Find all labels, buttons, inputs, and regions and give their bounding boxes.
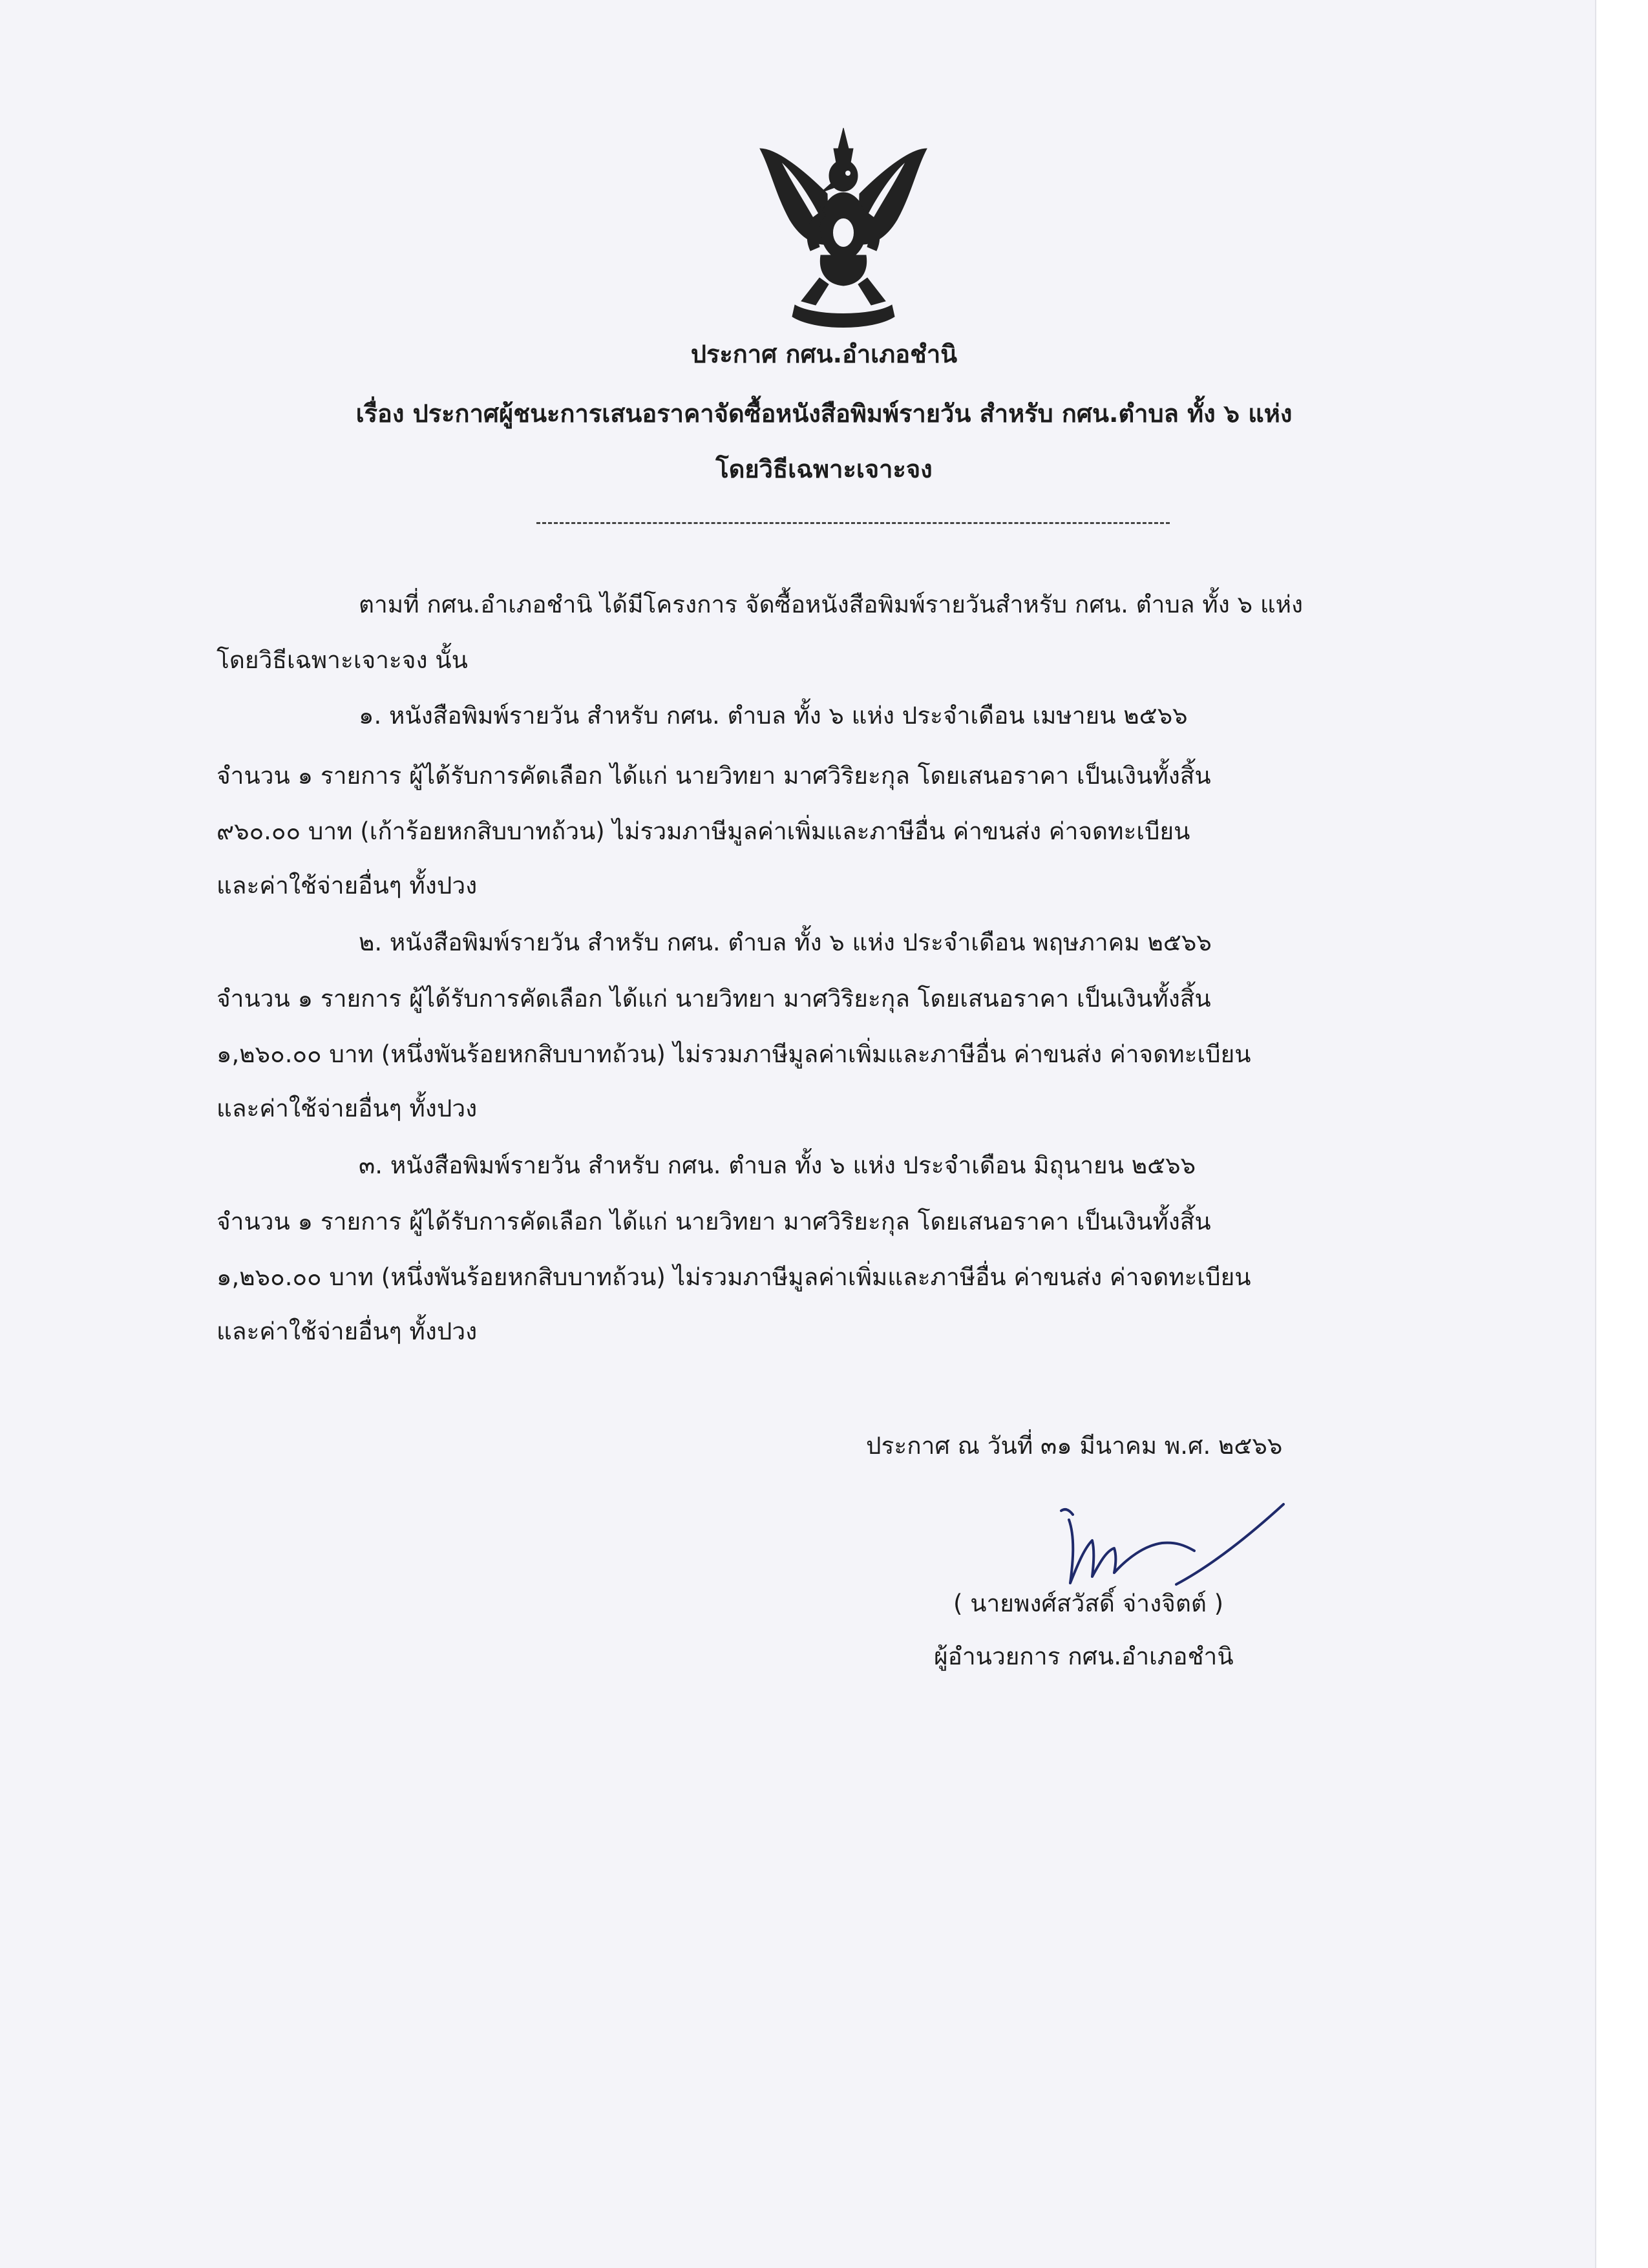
item-2-line: ๑,๒๖๐.๐๐ บาท (หนึ่งพันร้อยหกสิบบาทถ้วน) ไม่รวมภาษีมูลค่าเพิ่มและภาษีอื่น ค่าขนส่ง ค่าจดทะเบียน [217, 1040, 1251, 1068]
item-3-line: ๑,๒๖๐.๐๐ บาท (หนึ่งพันร้อยหกสิบบาทถ้วน) ไม่รวมภาษีมูลค่าเพิ่มและภาษีอื่น ค่าขนส่ง ค่าจดทะเบียน [217, 1263, 1251, 1291]
item-2-line: จำนวน ๑ รายการ ผู้ได้รับการคัดเลือก ได้แก่ นายวิทยา มาศวิริยะกุล โดยเสนอราคา เป็นเงินทั้งสิ้น [217, 985, 1211, 1013]
item-3-line: จำนวน ๑ รายการ ผู้ได้รับการคัดเลือก ได้แก่ นายวิทยา มาศวิริยะกุล โดยเสนอราคา เป็นเงินทั้งสิ้น [217, 1208, 1211, 1235]
announcement-date: ประกาศ ณ วันที่ ๓๑ มีนาคม พ.ศ. ๒๕๖๖ [866, 1432, 1283, 1460]
intro-line: โดยวิธีเฉพาะเจาะจง นั้น [217, 646, 468, 674]
item-2-line: ๒. หนังสือพิมพ์รายวัน สำหรับ กศน. ตำบล ทั้ง ๖ แห่ง ประจำเดือน พฤษภาคม ๒๕๖๖ [359, 929, 1212, 956]
scan-margin [1595, 0, 1648, 2268]
garuda-emblem-icon [756, 123, 931, 336]
item-3-line: ๓. หนังสือพิมพ์รายวัน สำหรับ กศน. ตำบล ทั้ง ๖ แห่ง ประจำเดือน มิถุนายน ๒๕๖๖ [359, 1151, 1196, 1179]
announcement-method: โดยวิธีเฉพาะเจาะจง [715, 455, 933, 483]
divider-line [536, 522, 1170, 524]
item-1-line: จำนวน ๑ รายการ ผู้ได้รับการคัดเลือก ได้แก่ นายวิทยา มาศวิริยะกุล โดยเสนอราคา เป็นเงินทั้งสิ้น [217, 762, 1211, 790]
item-1-line: และค่าใช้จ่ายอื่นๆ ทั้งปวง [217, 872, 478, 899]
announcement-subject: เรื่อง ประกาศผู้ชนะการเสนอราคาจัดซื้อหนังสือพิมพ์รายวัน สำหรับ กศน.ตำบล ทั้ง ๖ แห่ง [355, 399, 1293, 428]
signer-name: ( นายพงศ์สวัสดิ์ จ่างจิตต์ ) [953, 1590, 1224, 1617]
signer-title: ผู้อำนวยการ กศน.อำเภอชำนิ [934, 1643, 1234, 1670]
item-1-line: ๙๖๐.๐๐ บาท (เก้าร้อยหกสิบบาทถ้วน) ไม่รวมภาษีมูลค่าเพิ่มและภาษีอื่น ค่าขนส่ง ค่าจดทะเบียน [217, 817, 1190, 845]
item-3-line: และค่าใช้จ่ายอื่นๆ ทั้งปวง [217, 1318, 478, 1345]
item-2-line: และค่าใช้จ่ายอื่นๆ ทั้งปวง [217, 1095, 478, 1122]
signature-image [1047, 1486, 1293, 1596]
announcement-title: ประกาศ กศน.อำเภอชำนิ [690, 340, 958, 368]
item-1-line: ๑. หนังสือพิมพ์รายวัน สำหรับ กศน. ตำบล ทั้ง ๖ แห่ง ประจำเดือน เมษายน ๒๕๖๖ [359, 702, 1188, 730]
intro-line: ตามที่ กศน.อำเภอชำนิ ได้มีโครงการ จัดซื้อหนังสือพิมพ์รายวันสำหรับ กศน. ตำบล ทั้ง ๖ แห่ง [359, 591, 1304, 618]
